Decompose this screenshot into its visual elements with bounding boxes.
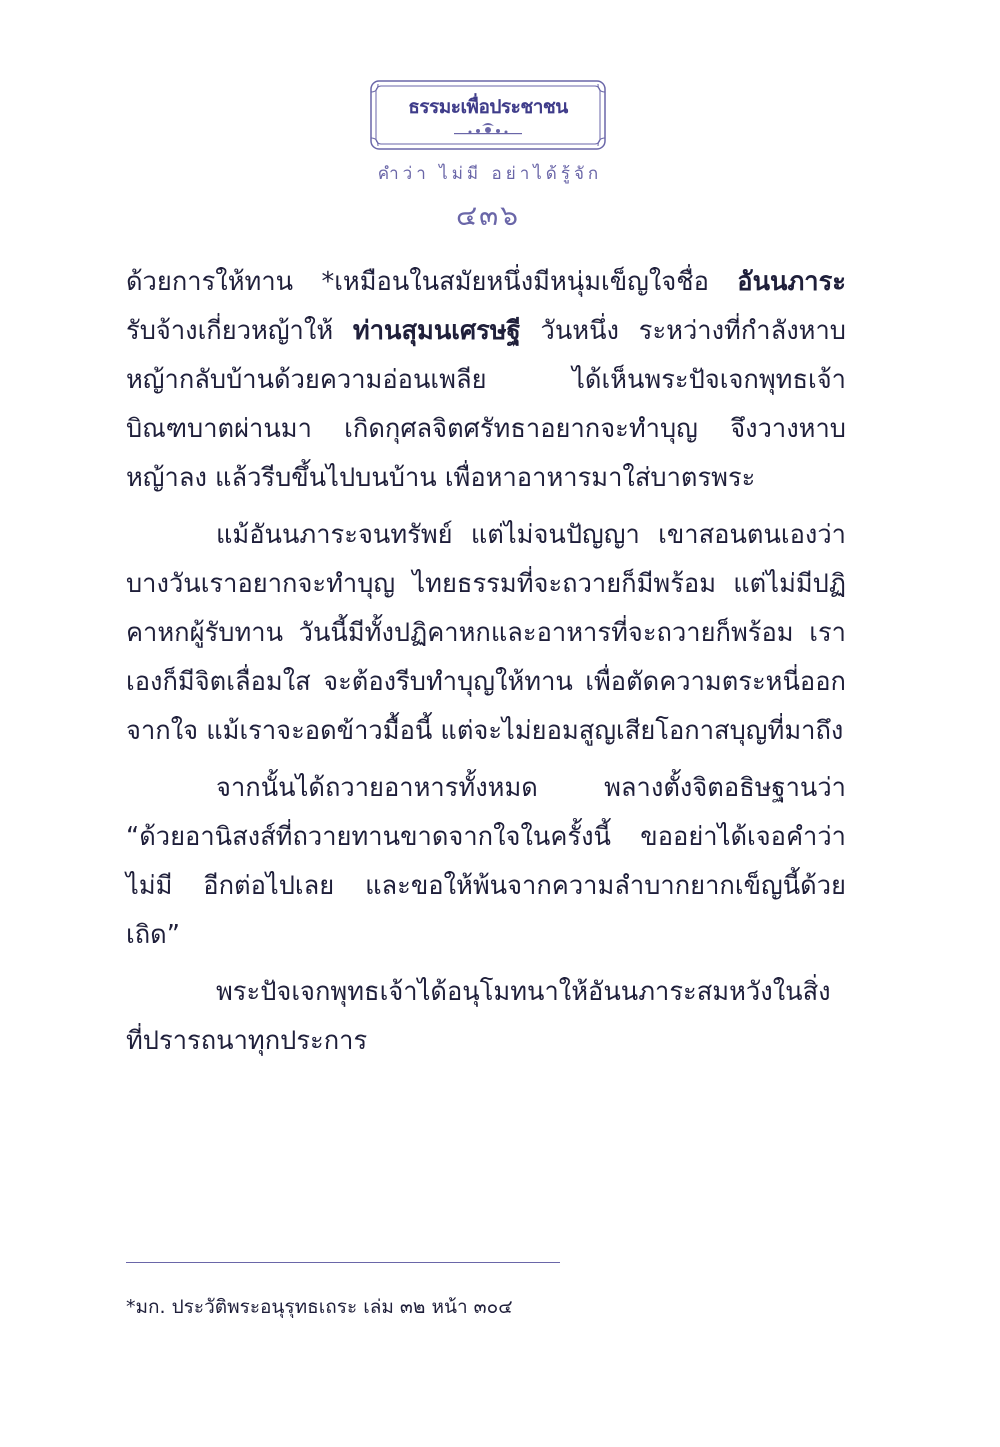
body-text [126, 258, 846, 1074]
character-name-annabhara: อันนภาระ [737, 267, 846, 297]
logo-text: ธรรมะเพื่อประชาชน [408, 96, 568, 118]
paragraph-1-part-b: รับจ้างเกี่ยวหญ้าให้ [126, 316, 353, 346]
paragraph-2: แม้อันนภาระจนทรัพย์ แต่ไม่จนปัญญา เขาสอนตนเองว่า บางวันเราอยากจะทำบุญ ไทยธรรมที่จะถวายก็มีพร้อม แต่ไม่มีปฏิคาหกผู้รับทาน วันนี้มีทั้งปฏิคาหกและอาหารที่จะถวายก็พร้อม เราเองก็มีจิตเลื่อมใส จะต้องรีบทำบุญให้ทาน เพื่อตัดความตระหนี่ออกจากใจ แม้เราจะอดข้าวมื้อนี้ แต่จะไม่ยอมสูญเสียโอกาสบุญที่มาถึง [126, 520, 846, 746]
header-logo [368, 78, 608, 152]
footnote: *มก. ประวัติพระอนุรุทธเถระ เล่ม ๓๒ หน้า ๓๐๔ [126, 1296, 513, 1318]
paragraph-1 [126, 258, 846, 503]
paragraph-3: จากนั้นได้ถวายอาหารทั้งหมด พลางตั้งจิตอธิษฐานว่า “ด้วยอานิสงส์ที่ถวายทานขาดจากใจในครั้งนี้ ขออย่าได้เจอคำว่า ไม่มี อีกต่อไปเลย และขอให้พ้นจากความลำบากยากเข็ญนี้ด้วยเถิด” [126, 773, 846, 950]
paragraph-1-part-a: ด้วยการให้ทาน *เหมือนในสมัยหนึ่งมีหนุ่มเข็ญใจชื่อ [126, 267, 738, 297]
footnote-divider [126, 1262, 560, 1263]
ornament-icon [454, 123, 522, 134]
page-number: ๔๓๖ [455, 199, 521, 232]
paragraph-4: พระปัจเจกพุทธเจ้าได้อนุโมทนาให้อันนภาระสมหวังในสิ่งที่ปรารถนาทุกประการ [126, 977, 831, 1056]
paragraph-1-part-c: วันหนึ่ง ระหว่างที่กำลังหาบหญ้ากลับบ้านด้วยความอ่อนเพลีย ได้เห็นพระปัจเจกพุทธเจ้าบิณฑบาตผ่านมา เกิดกุศลจิตศรัทธาอยากจะทำบุญ จึงวางหาบหญ้าลง แล้วรีบขึ้นไปบนบ้าน เพื่อหาอาหารมาใส่บาตรพระ [126, 316, 846, 493]
character-name-sumana: ท่านสุมนเศรษฐี [352, 316, 521, 346]
header-subtitle: คำว่า ไม่มี อย่าได้รู้จัก [377, 164, 603, 184]
